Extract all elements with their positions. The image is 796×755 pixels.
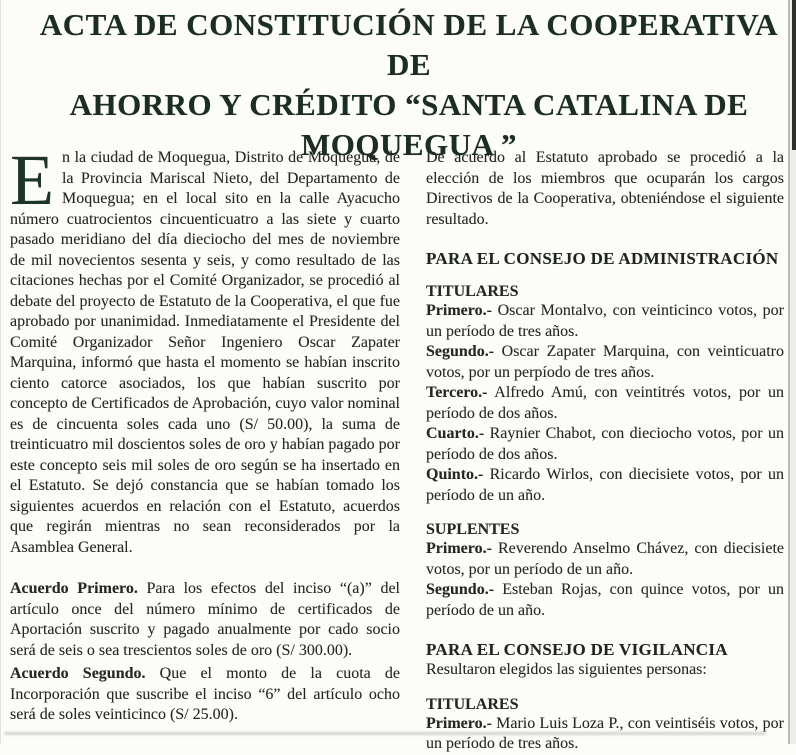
list-item-label: Segundo.- xyxy=(426,581,495,598)
list-item-suplente-1 xyxy=(426,539,784,580)
list-item-label: Tercero.- xyxy=(426,384,488,401)
list-item-label: Cuarto.- xyxy=(426,425,485,442)
list-item-suplente-2 xyxy=(426,580,784,621)
scan-right-edge-dark-sliver xyxy=(792,0,796,150)
acuerdo-segundo-paragraph xyxy=(10,664,400,726)
two-column-body xyxy=(10,140,784,755)
list-item-text: Oscar Montalvo, con veinticinco votos, por un período de tres años. xyxy=(426,302,784,340)
list-item-text: Esteban Rojas, con quince votos, por un período de un año. xyxy=(426,581,784,619)
document-title-line-2: AHORRO Y CRÉDITO “SANTA CATALINA DE xyxy=(69,87,749,122)
scan-left-edge-line xyxy=(0,0,1,744)
acuerdo-segundo-label: Acuerdo Segundo. xyxy=(10,665,146,682)
section-heading-consejo-vigilancia: PARA EL CONSEJO DE VIGILANCIA xyxy=(426,640,728,659)
acuerdo-primero-text: Para los efectos del inciso “(a)” del artículo once del número mínimo de certificados de Aportación suscrito y pagado anualmente por cado socio será de seis o sea trescientos soles de oro (S/ 300.00). xyxy=(10,580,400,659)
list-item-label: Quinto.- xyxy=(426,466,484,483)
list-item-label: Segundo.- xyxy=(426,343,495,360)
list-item-admin-titular-2 xyxy=(426,342,784,383)
list-item-label: Primero.- xyxy=(426,302,492,319)
list-item-label: Primero.- xyxy=(426,714,492,732)
list-item-label: Primero.- xyxy=(426,540,492,557)
subheading-suplentes: SUPLENTES xyxy=(426,521,520,538)
acuerdo-primero-label: Acuerdo Primero. xyxy=(10,580,138,597)
dropcap-letter: E xyxy=(10,140,54,220)
acuerdo-primero-paragraph xyxy=(10,579,400,661)
scan-bottom-smudge xyxy=(4,732,766,735)
list-item-admin-titular-1 xyxy=(426,301,784,342)
list-item-text: Oscar Zapater Marquina, con veinticuatro votos, por un perpíodo de tres años. xyxy=(426,343,784,381)
left-column xyxy=(10,140,400,755)
list-item-admin-titular-4 xyxy=(426,424,784,465)
vigilancia-intro-text: Resultaron elegidos las siguientes personas: xyxy=(426,661,707,678)
subheading-titulares-vigilancia: TITULARES xyxy=(426,695,519,713)
list-item-text: Ricardo Wirlos, con diecisiete votos, por un período de un año. xyxy=(426,466,784,504)
document-title-line-3: MOQUEGUA ” xyxy=(301,127,517,162)
acuerdo-segundo-text: Que el monto de la cuota de Incorporación que suscribe el inciso “6” del artículo ocho será de soles veinticinco (S/ 25.00). xyxy=(10,665,400,723)
document-title xyxy=(0,5,796,165)
section-heading-consejo-administracion: PARA EL CONSEJO DE ADMINISTRACIÓN xyxy=(426,249,779,268)
scan-right-edge-line xyxy=(788,0,790,744)
subheading-titulares-administracion: TITULARES xyxy=(426,283,519,300)
list-item-text: Reverendo Anselmo Chávez, con diecisiete votos, por un período de un año. xyxy=(426,540,784,578)
list-item-admin-titular-5 xyxy=(426,465,784,506)
document-title-line-1: ACTA DE CONSTITUCIÓN DE LA COOPERATIVA DE xyxy=(39,7,779,82)
list-item-admin-titular-3 xyxy=(426,383,784,424)
opening-paragraph-text: n la ciudad de Moquegua, Distrito de Moquegua, de la Provincia Mariscal Nieto, del Departamento de Moquegua; en el local sito en la calle Ayacucho número cuatrocientos cincuenticuatro a las siete y cuarto pasado meridiano del día dieciocho del mes de noviembre de mil novecientos sesenta y seis, y como resultado de las citaciones hechas por el Comité Organizador, se procedió al debate del proyecto de Estatuto de la Cooperativa, el que fue aprobado por unanimidad. Inmediatamente el Presidente del Comité Organizador Señor Ingeniero Oscar Zapater Marquina, informó que hasta el momento se habían inscrito ciento catorce asociados, los que habían suscrito por concepto de Certificados de Aprobación, cuyo valor nominal es de cincuenta soles cada uno (S/ 50.00), la suma de treinticuatro mil doscientos soles de oro y habían pagado por este concepto seis mil soles de oro según se ha insertado en el Estatuto. Se dejó constancia que se habían tomado los siguientes acuerdos en relación con el Estatuto, acuerdos que regirán mientras no sean reconsiderados por la Asamblea General. xyxy=(10,149,400,556)
right-column xyxy=(426,148,784,755)
list-item-text: Alfredo Amú, con veintitrés votos, por un período de dos años. xyxy=(426,384,784,422)
election-intro-paragraph: De acuerdo al Estatuto aprobado se procedió a la elección de los miembros que ocuparán los cargos Directivos de la Cooperativa, obteniéndose el siguiente resultado. xyxy=(426,149,784,228)
list-item-text: Mario Luis Loza P., con veintiséis votos, por un período de tres años. xyxy=(426,714,784,752)
list-item-text: Raynier Chabot, con dieciocho votos, por un período de dos años. xyxy=(426,425,784,463)
opening-paragraph xyxy=(10,140,400,558)
